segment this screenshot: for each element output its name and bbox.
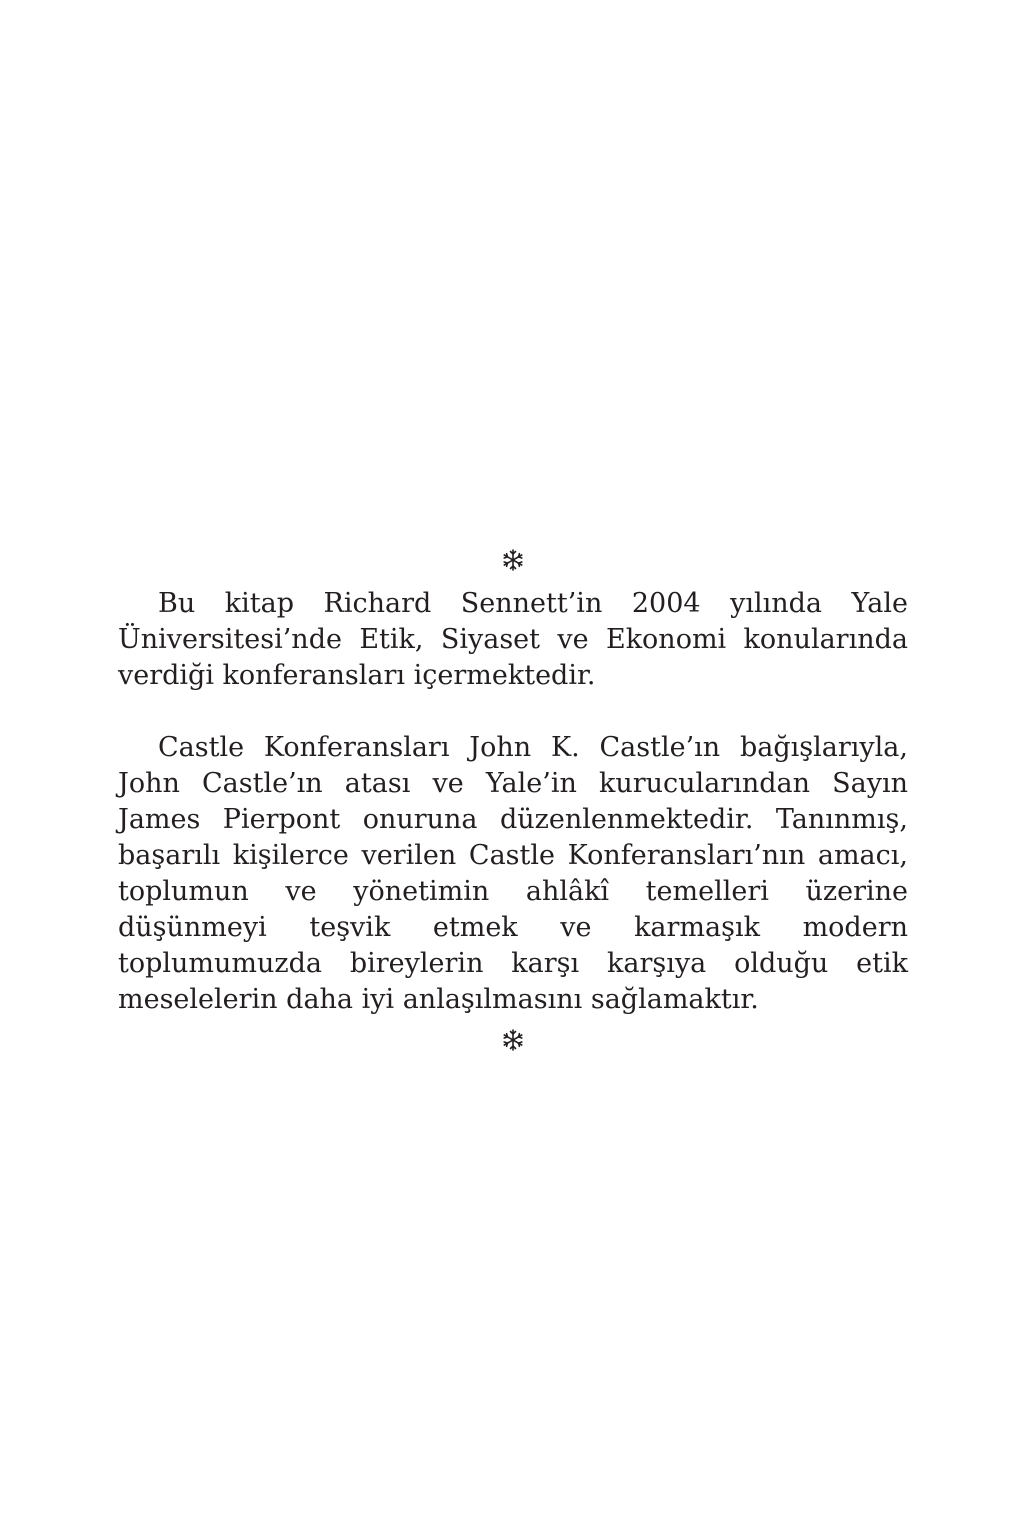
- paragraph-castle-lectures: Castle Konferansları John K. Castle’ın bağışlarıyla, John Castle’ın atası ve Yale’in kurucularından Sayın James Pierpont onuruna düzenlenmektedir. Tanınmış, başarılı kişilerce verilen Castle Konferansları’nın amacı, toplumun ve yönetimin ahlâkî temelleri üzerine düşünmeyi teşvik etmek ve karmaşık modern toplumumuzda bireylerin karşı karşıya olduğu etik meselelerin daha iyi anlaşılmasını sağlamaktır.: [118, 732, 908, 1015]
- snowflake-icon: [501, 1028, 525, 1052]
- paragraph-intro: Bu kitap Richard Sennett’in 2004 yılında Yale Üniversitesi’nde Etik, Siyaset ve Ekonomi konularında verdiği konferansları içermektedir.: [118, 588, 908, 691]
- snowflake-icon: [501, 548, 525, 572]
- text-block: [118, 548, 908, 1052]
